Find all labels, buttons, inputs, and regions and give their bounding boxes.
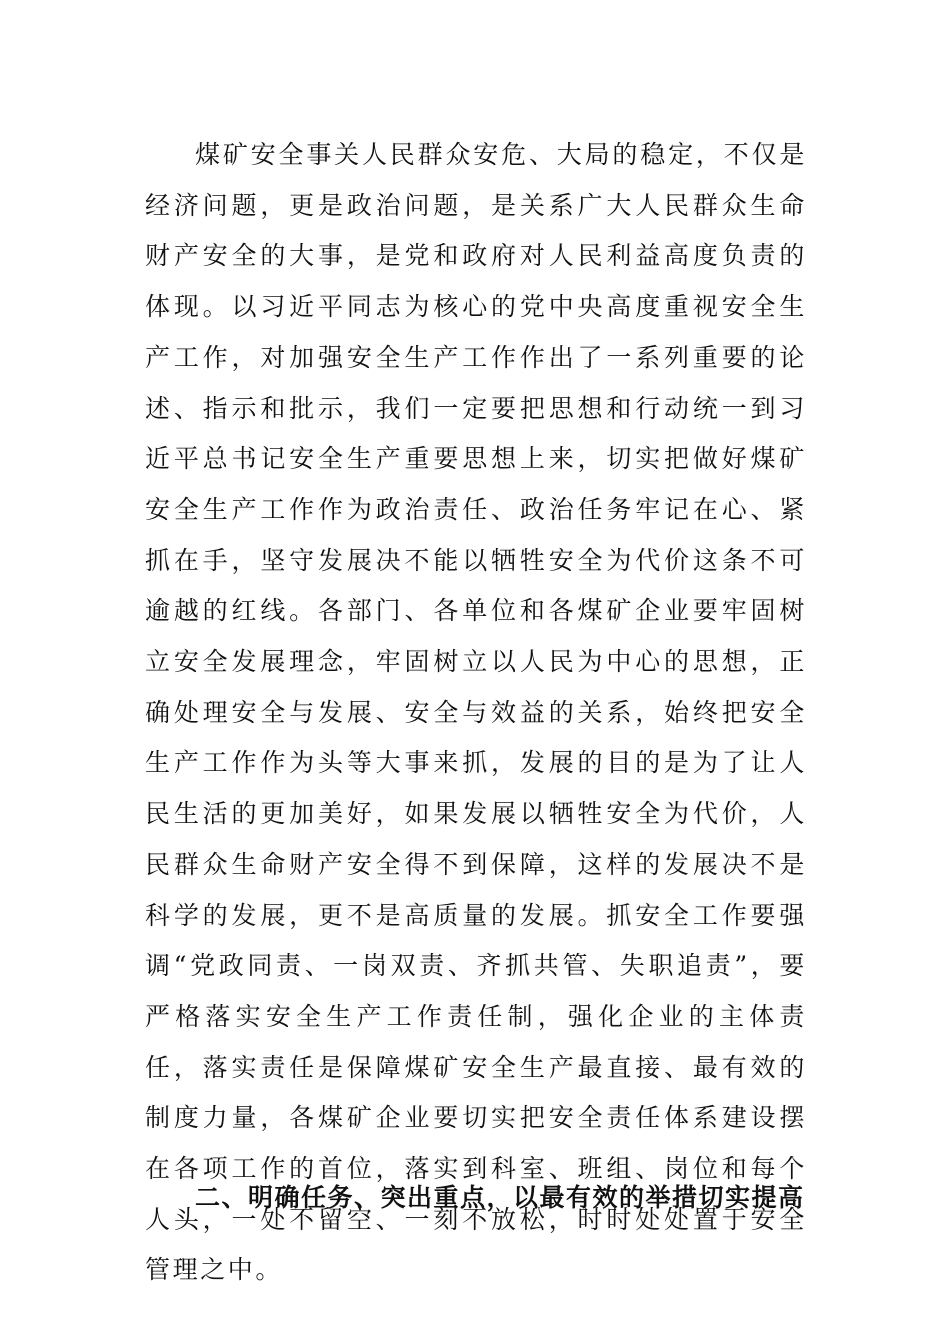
- body-paragraph: 煤矿安全事关人民群众安危、大局的稳定，不仅是经济问题，更是政治问题，是关系广大人民群众生命财产安全的大事，是党和政府对人民利益高度负责的体现。以习近平同志为核心的党中央高度重视安全生产工作，对加强安全生产工作作出了一系列重要的论述、指示和批示，我们一定要把思想和行动统一到习近平总书记安全生产重要思想上来，切实把做好煤矿安全生产工作作为政治责任、政治任务牢记在心、紧抓在手，坚守发展决不能以牺牲安全为代价这条不可逾越的红线。各部门、各单位和各煤矿企业要牢固树立安全发展理念，牢固树立以人民为中心的思想，正确处理安全与发展、安全与效益的关系，始终把安全生产工作作为头等大事来抓，发展的目的是为了让人民生活的更加美好，如果发展以牺牲安全为代价，人民群众生命财产安全得不到保障，这样的发展决不是科学的发展，更不是高质量的发展。抓安全工作要强调“党政同责、一岗双责、齐抓共管、失职追责”，要严格落实安全生产工作责任制，强化企业的主体责任，落实责任是保障煤矿安全生产最直接、最有效的制度力量，各煤矿企业要切实把安全责任体系建设摆在各项工作的首位，落实到科室、班组、岗位和每个人头，一处不留空、一刻不放松，时时处处置于安全管理之中。: [145, 140, 807, 1285]
- section-heading: 二、明确任务、突出重点，以最有效的举措切实提高: [195, 1183, 805, 1212]
